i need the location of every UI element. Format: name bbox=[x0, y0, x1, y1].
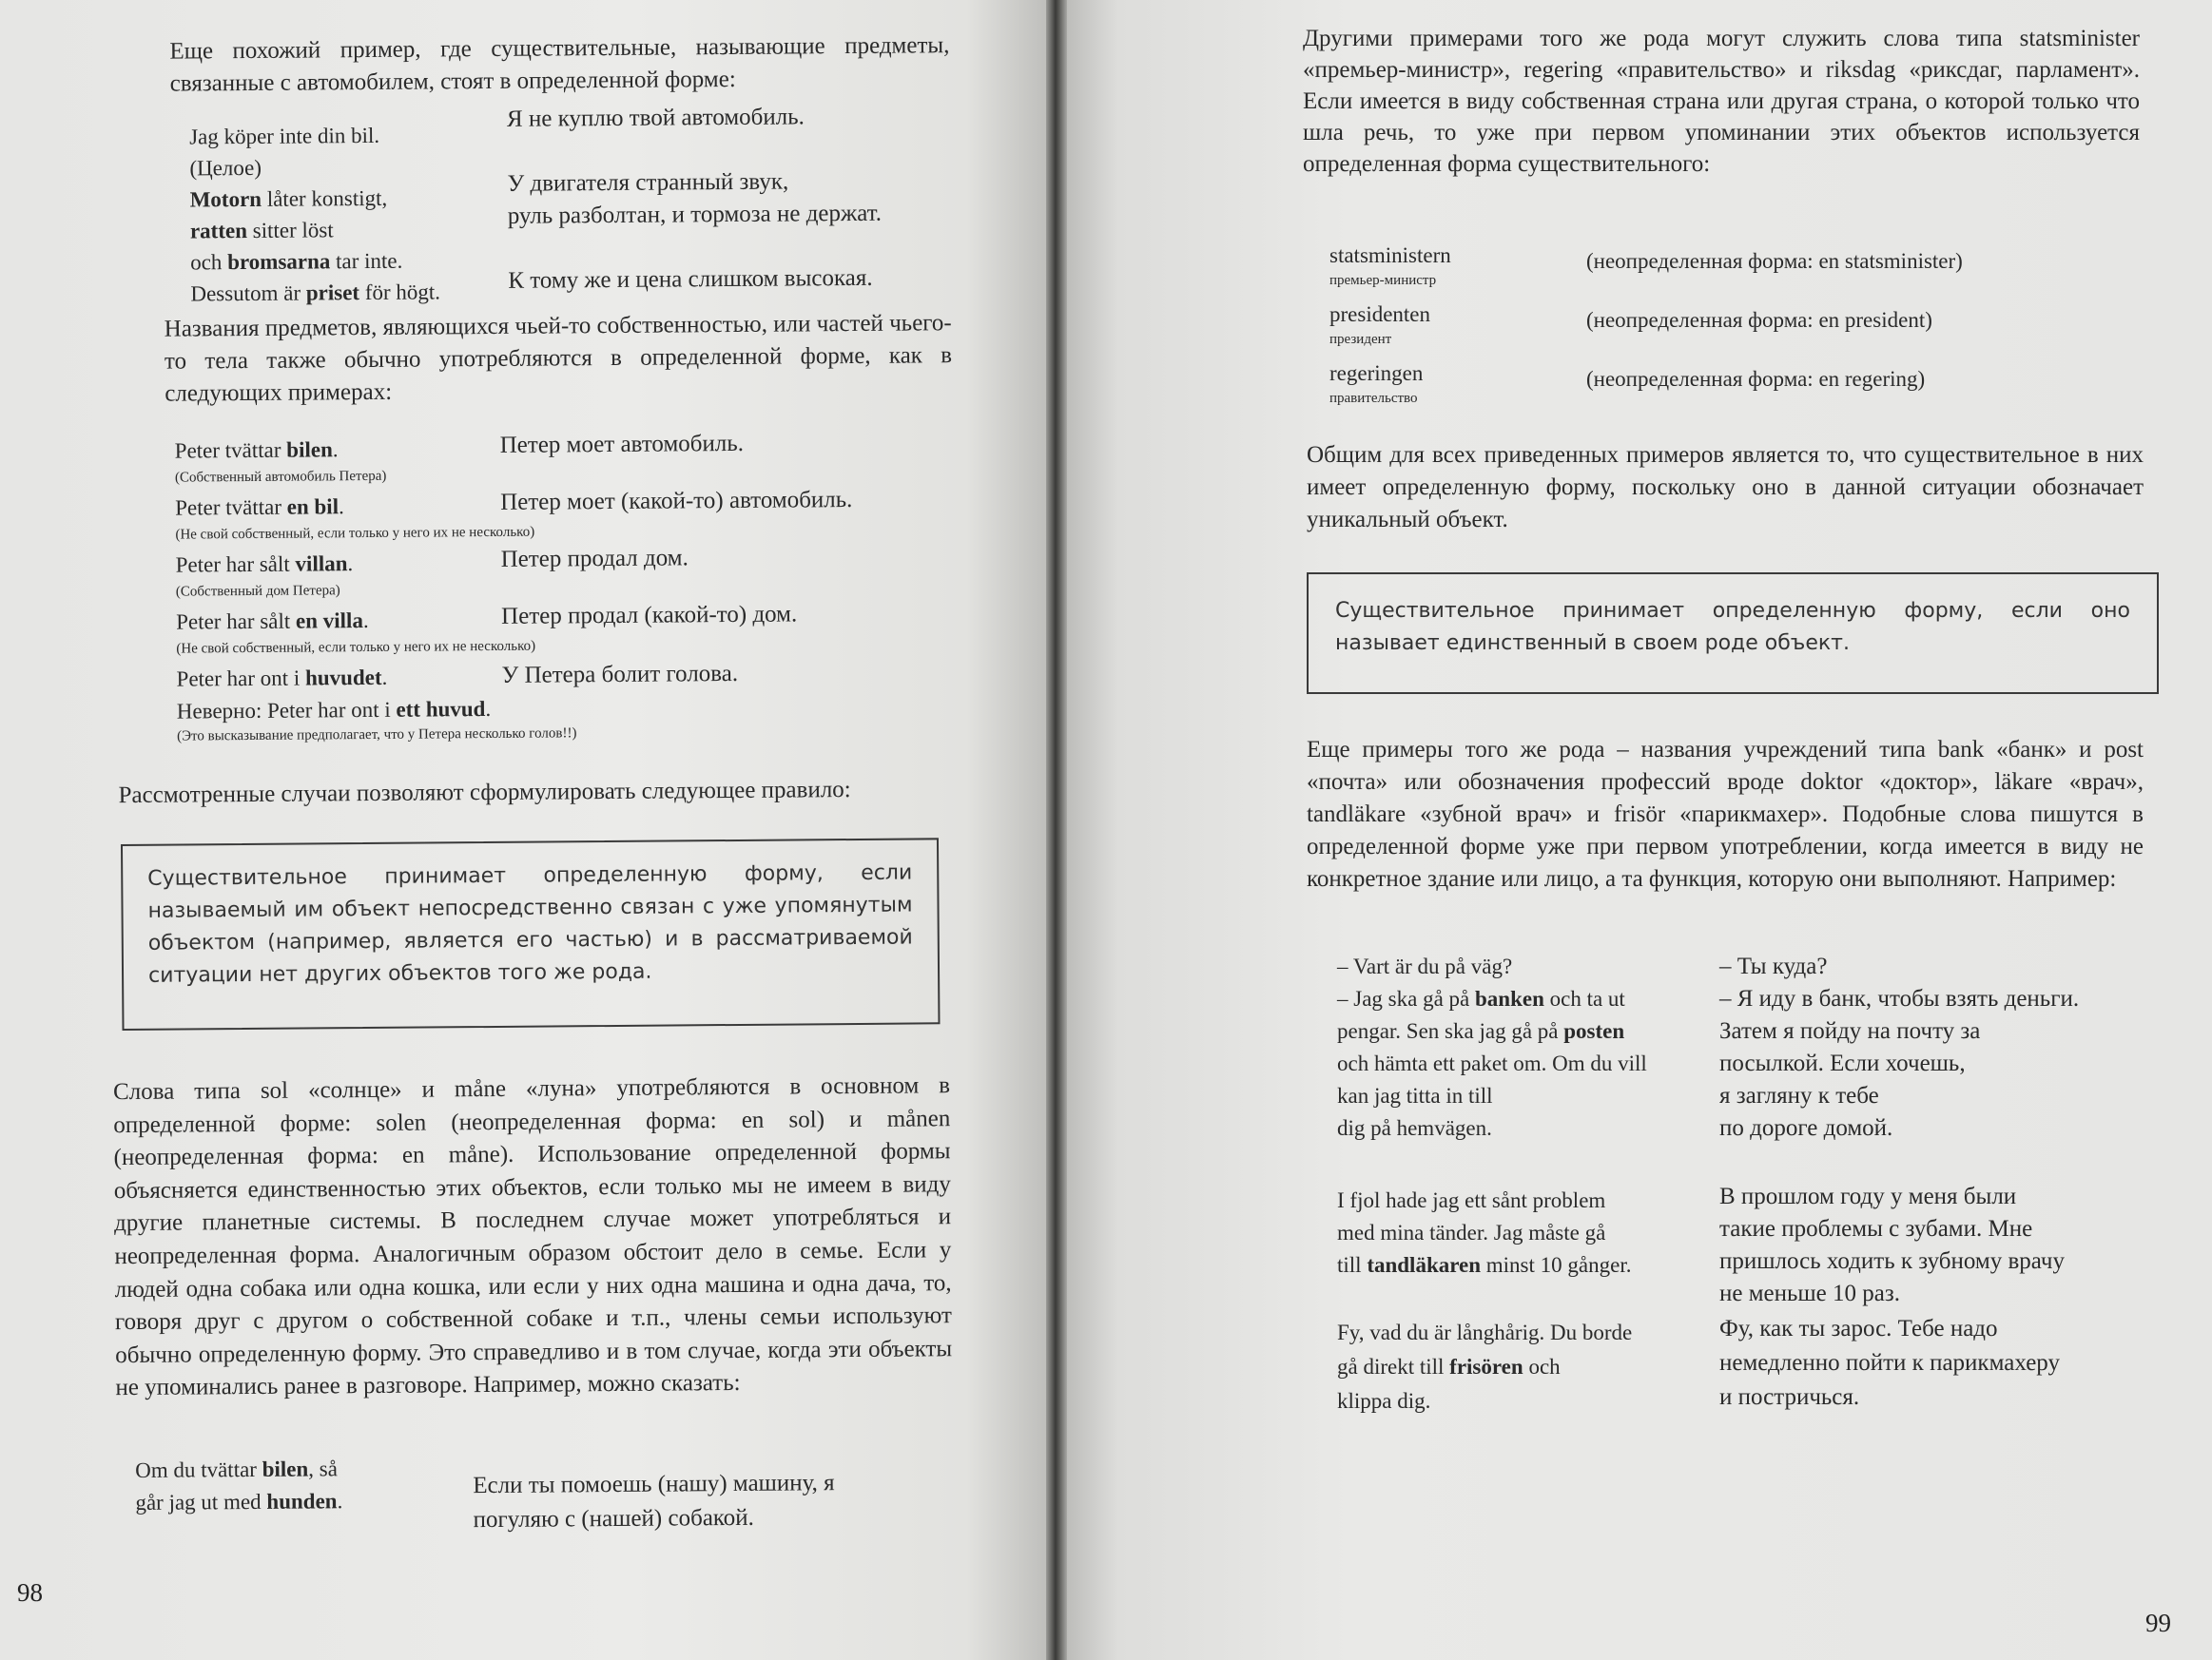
example-note: (Не свой собственный, если только у него их не несколько) bbox=[175, 524, 535, 543]
government-paragraph: Другими примерами того же рода могут служить слова типа statsminister «премьер-министр», regering «правительство» и riksdag «риксдаг, парламент». Если имеется в виду собственная страна или другая страна, о которой только что шла речь, то уже при первом упоминании этих объектов используется определенная форма существительного: bbox=[1303, 26, 2140, 177]
definite-form-row: statsministern премьер-министр (неопределенная форма: en statsminister) bbox=[1329, 243, 1963, 288]
wrong-example: Неверно: Peter har ont i ett huvud. (Это высказывание предполагает, что у Петера несколько голов!!) bbox=[176, 696, 577, 744]
example-note: (Не свой собственный, если только у него их не несколько) bbox=[176, 638, 536, 657]
sv-line: Motorn låter konstigt, bbox=[189, 185, 388, 212]
final-example-swedish: Om du tvättar bilen, så går jag ut med hunden. bbox=[135, 1457, 343, 1515]
example-note: (Собственный дом Петера) bbox=[175, 583, 340, 600]
hair-russian: Фу, как ты зарос. Тебе надо немедленно пойти к парикмахеру и постричься. bbox=[1719, 1316, 2060, 1410]
unique-object-paragraph: Общим для всех приведенных примеров является то, что существительное в них имеет определенную форму, поскольку оно в данной ситуации обозначает уникальный объект. bbox=[1307, 442, 2144, 532]
teeth-russian: В прошлом году у меня были такие проблемы с зубами. Мне пришлось ходить к зубному врачу не меньше 10 раз. bbox=[1719, 1184, 2065, 1306]
sun-moon-paragraph: Слова типа sol «солнце» и måne «луна» употребляются в основном в определенной форме: solen (неопределенная форма: en sol) и månen (неопределенная форма: en måne). Использование определенной формы объясняется единственностью этих объектов, если только мы не имеем в виду другие планетные системы. В последнем случае может употребляться и неопределенная форма. Аналогичным образом обстоит дело в семье. Если у людей одна собака или одна кошка, или если у них одна машина и одна дача, то, говоря друг с другом о собственной собаке и т.п., члены семьи используют обычно определенную форму. Это справедливо и в том случае, когда эти объекты не упоминались ранее в разговоре. Например, можно сказать: bbox=[112, 1072, 953, 1401]
dialog-swedish: – Vart är du på väg? – Jag ska gå på banken och ta ut pengar. Sen ska jag gå på posten och hämta ett paket om. Om du vill kan jag titta in till dig på hemvägen. bbox=[1337, 955, 1647, 1140]
example-row: Peter har ont i huvudet. У Петера болит голова. bbox=[176, 660, 739, 691]
example-row: Peter tvättar bilen. (Собственный автомобиль Петера) Петер моет автомобиль. bbox=[174, 430, 745, 486]
final-example-russian: Если ты помоешь (нашу) машину, я погуляю с (нашей) собакой. bbox=[473, 1470, 835, 1534]
rule-box-right: Существительное принимает определенную форму, если оно называет единственный в своем роде объект. bbox=[1307, 572, 2159, 694]
sv-line: och bromsarna tar inte. bbox=[190, 248, 403, 275]
example-row: Peter har sålt en villa. (Не свой собственный, если только у него их не несколько) Петер продал (какой-то) дом. bbox=[176, 601, 798, 657]
example-row: Peter har sålt villan. (Собственный дом Петера) Петер продал дом. bbox=[175, 545, 689, 600]
gloss: премьер-министр bbox=[1329, 273, 1437, 288]
ownership-paragraph: Названия предметов, являющихся чьей-то собственностью, или частей чьего-то тела также обычно употребляются в определенной форме, как в следующих примерах: bbox=[164, 310, 953, 407]
sv-line: Dessutom är priset för högt. bbox=[190, 280, 441, 306]
hair-swedish: Fy, vad du är långhårig. Du borde gå direkt till frisören och klippa dig. bbox=[1337, 1321, 1633, 1413]
rule-intro: Рассмотренные случаи позволяют сформулировать следующее правило: bbox=[118, 777, 851, 809]
ru-line: Я не куплю твой автомобиль. bbox=[506, 104, 805, 132]
car-example-swedish bbox=[189, 119, 440, 309]
definite-form-row: regeringen правительство (неопределенная форма: en regering) bbox=[1329, 361, 1926, 406]
page-number-right: 99 bbox=[2145, 1609, 2171, 1637]
sv-line: (Целое) bbox=[189, 155, 262, 181]
ru-line: руль разболтан, и тормоза не держат. bbox=[507, 200, 883, 229]
teeth-swedish: I fjol hade jag ett sånt problem med mina tänder. Jag måste gå till tandläkaren minst 10 gånger. bbox=[1337, 1188, 1632, 1277]
page-number-left: 98 bbox=[17, 1578, 43, 1607]
ru-line: У двигателя странный звук, bbox=[507, 168, 789, 197]
ru-line: К тому же и цена слишком высокая. bbox=[508, 264, 873, 294]
gloss: правительство bbox=[1329, 391, 1418, 406]
peter-examples bbox=[174, 430, 967, 747]
gloss: президент bbox=[1329, 332, 1392, 347]
example-row: Peter tvättar en bil. (Не свой собственный, если только у него их не несколько) Петер моет (какой-то) автомобиль. bbox=[175, 486, 853, 543]
car-example-russian bbox=[507, 101, 883, 298]
wrong-note: (Это высказывание предполагает, что у Петера несколько голов!!) bbox=[177, 725, 577, 744]
sv-line: Jag köper inte din bil. bbox=[189, 123, 380, 149]
definite-form-row: presidenten президент (неопределенная форма: en president) bbox=[1329, 302, 1932, 347]
intro-paragraph: Еще похожий пример, где существительные, называющие предметы, связанные с автомобилем, стоят в определенной форме: bbox=[169, 32, 950, 97]
definite-forms-list bbox=[1329, 243, 2147, 420]
sv-line: ratten sitter löst bbox=[189, 218, 334, 243]
rule-box-left: Существительное принимает определенную форму, если называемый им объект непосредственно связан с уже упомянутым объектом (например, является его частью) и в рассматриваемой ситуации нет других объектов того же рода. bbox=[121, 838, 941, 1031]
institutions-paragraph: Еще примеры того же рода – названия учреждений типа bank «банк» и post «почта» или обозначения профессий вроде doktor «доктор», läkare «врач», tandläkare «зубной врач» и frisör «парикмахер». Подобные слова пишутся в определенной форме уже при первом употреблении, когда имеется в виду не конкретное здание или лицо, а та функция, которую они выполняют. Например: bbox=[1307, 737, 2144, 892]
example-note: (Собственный автомобиль Петера) bbox=[174, 468, 387, 486]
book-gutter bbox=[1046, 0, 1067, 1660]
dialog-russian: – Ты куда? – Я иду в банк, чтобы взять деньги. Затем я пойду на почту за посылкой. Если хочешь, я загляну к тебе по дороге домой. bbox=[1719, 954, 2080, 1141]
